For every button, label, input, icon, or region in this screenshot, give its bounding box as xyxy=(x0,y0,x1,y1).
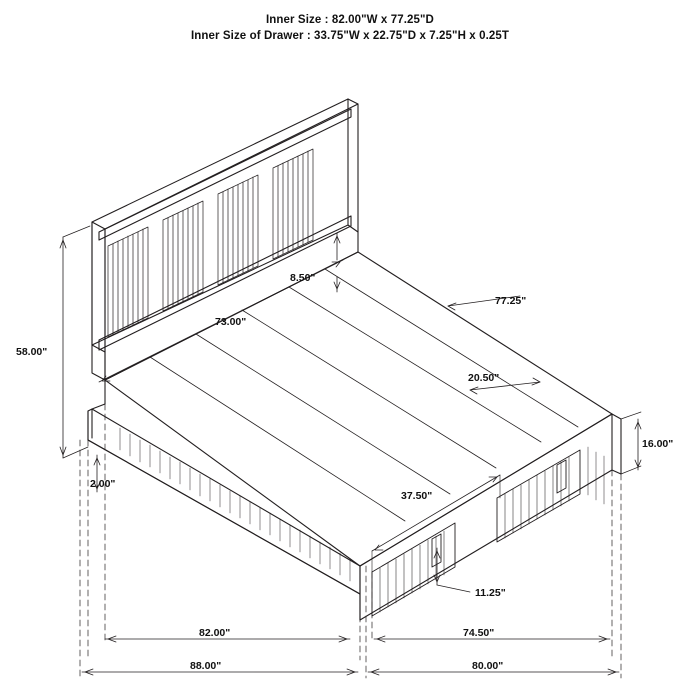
drawer-2-flutes xyxy=(505,457,569,538)
drawer-1-flutes xyxy=(380,531,444,612)
left-side-rail xyxy=(88,409,360,594)
headboard-fluted-panel-2 xyxy=(163,201,203,311)
label-73-00: 73.00" xyxy=(215,316,247,328)
drawer-handle-1 xyxy=(432,534,441,567)
drawer-front-1 xyxy=(372,523,455,616)
footboard-drawers xyxy=(120,428,604,616)
inner-drawer-size-note: Inner Size of Drawer : 33.75"W x 22.75"D x 7.25"H x 0.25T xyxy=(190,30,509,42)
drawer-handle-2 xyxy=(557,460,566,493)
label-77-25: 77.25" xyxy=(495,295,527,307)
headboard-left-post xyxy=(92,222,105,380)
footboard-right-flutes xyxy=(588,447,604,504)
label-2-00: 2.00" xyxy=(90,478,116,490)
side-rail-flutes xyxy=(120,428,350,581)
platform-slat-3 xyxy=(242,310,496,468)
platform-slat-4 xyxy=(289,287,541,442)
label-74-50: 74.50" xyxy=(463,627,495,639)
dimension-lines xyxy=(60,226,641,678)
label-20-50: 20.50" xyxy=(468,372,500,384)
label-37-50: 37.50" xyxy=(401,490,433,502)
label-8-50: 8.50" xyxy=(290,272,316,284)
label-82-00: 82.00" xyxy=(199,627,231,639)
label-88-00: 88.00" xyxy=(190,660,222,672)
label-58-00: 58.00" xyxy=(16,346,48,358)
label-11-25: 11.25" xyxy=(475,587,506,599)
headboard xyxy=(92,99,358,380)
headboard-face xyxy=(92,99,348,345)
inner-size-note: Inner Size : 82.00"W x 77.25"D xyxy=(266,14,434,26)
headboard-fluted-panel-4 xyxy=(273,149,313,259)
footboard-right-edge xyxy=(612,414,621,474)
label-16-00: 16.00" xyxy=(642,438,674,450)
platform-slat-5 xyxy=(325,269,578,427)
headboard-fluted-panel-1 xyxy=(108,227,148,337)
platform-slat-2 xyxy=(196,334,450,494)
label-80-00: 80.00" xyxy=(472,660,504,672)
headboard-fluted-panel-3 xyxy=(218,175,258,285)
